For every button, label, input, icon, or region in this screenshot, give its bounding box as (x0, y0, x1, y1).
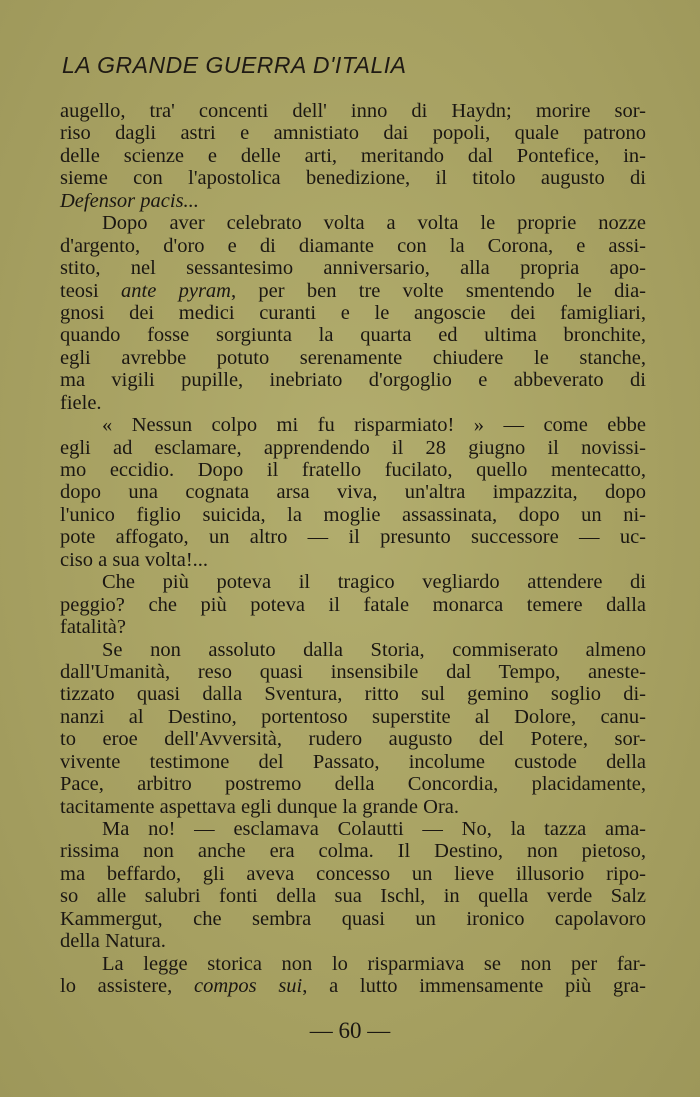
text-line: ma beffardo, gli aveva concesso un lieve illusorio ripo- (60, 862, 646, 885)
text-line: stito, nel sessantesimo anniversario, alla propria apo- (60, 257, 646, 280)
italic-phrase: compos sui (193, 975, 303, 998)
text-line: ciso a sua volta!... (60, 548, 209, 571)
italic-phrase: Defensor pacis... (60, 189, 199, 212)
text-line: Ma no! — esclamava Colautti — No, la tazza ama- (102, 818, 646, 840)
text-line: La legge storica non lo risparmiava se non per far- (102, 952, 646, 975)
text-line: fatalità? (60, 616, 127, 639)
text-line: tacitamente aspettava egli dunque la grande Ora. (60, 795, 459, 818)
text-line: nanzi al Destino, portentoso superstite al Dolore, canu- (60, 705, 646, 728)
text-line: tizzato quasi dalla Sventura, ritto sul gemino soglio di- (60, 683, 646, 706)
text-line: teosi ante pyram, per ben tre volte smentendo le dia- (60, 279, 646, 302)
text-line: peggio? che più poteva il fatale monarca temere dalla (60, 593, 646, 616)
text-line: dopo una cognata arsa viva, un'altra impazzita, dopo (60, 481, 646, 504)
body-text (60, 100, 646, 998)
text-line: gnosi dei medici curanti e le angoscie dei famigliari, (60, 301, 646, 324)
text-line: to eroe dell'Avversità, rudero augusto del Potere, sor- (60, 728, 646, 751)
text-line: d'argento, d'oro e di diamante con la Corona, e assi- (60, 234, 646, 257)
text-line: egli ad esclamare, apprendendo il 28 giugno il novissi- (60, 436, 646, 459)
text-line: vivente testimone del Passato, incolume custode della (60, 750, 646, 773)
text-line: delle scienze e delle arti, meritando dal Pontefice, in- (60, 144, 646, 167)
text-line: Kammergut, che sembra quasi un ironico capolavoro (60, 907, 646, 930)
text-line: Pace, arbitro postremo della Concordia, placidamente, (60, 773, 646, 796)
text-line: riso dagli astri e amnistiato dai popoli, quale patrono (60, 122, 646, 145)
text-line: Che più poteva il tragico vegliardo attendere di (102, 571, 646, 594)
text-line: della Natura. (60, 930, 166, 953)
text-line: egli avrebbe potuto serenamente chiudere le stanche, (60, 346, 646, 369)
text-line: Dopo aver celebrato volta a volta le proprie nozze (102, 212, 646, 235)
text-line: so alle salubri fonti della sua Ischl, in quella verde Salz (60, 885, 646, 908)
text-line: pote affogato, un altro — il presunto successore — uc- (60, 526, 646, 549)
italic-phrase: ante pyram (121, 279, 231, 302)
text-line (60, 190, 646, 212)
text-line: dall'Umanità, reso quasi insensibile dal Tempo, aneste- (60, 660, 646, 683)
text-line: Se non assoluto dalla Storia, commiserato almeno (102, 638, 646, 661)
running-head: LA GRANDE GUERRA D'ITALIA (62, 52, 407, 78)
text-line: mo eccidio. Dopo il fratello fucilato, quello mentecatto, (60, 459, 646, 481)
page-number: — 60 — (309, 1018, 391, 1043)
text-line: ma vigili pupille, inebriato d'orgoglio e abbeverato di (60, 369, 646, 392)
text-line: sieme con l'apostolica benedizione, il titolo augusto di (60, 167, 646, 190)
text-line: fiele. (60, 391, 102, 414)
text-line: augello, tra' concenti dell' inno di Haydn; morire sor- (60, 100, 646, 122)
text-line: « Nessun colpo mi fu risparmiato! » — come ebbe (102, 414, 646, 437)
text-line: l'unico figlio suicida, la moglie assassinata, dopo un ni- (60, 503, 646, 526)
text-line: rissima non anche era colma. Il Destino, non pietoso, (60, 840, 646, 863)
text-line: lo assistere, compos sui, a lutto immensamente più gra- (60, 975, 646, 998)
text-line: quando fosse sorgiunta la quarta ed ultima bronchite, (60, 324, 646, 347)
